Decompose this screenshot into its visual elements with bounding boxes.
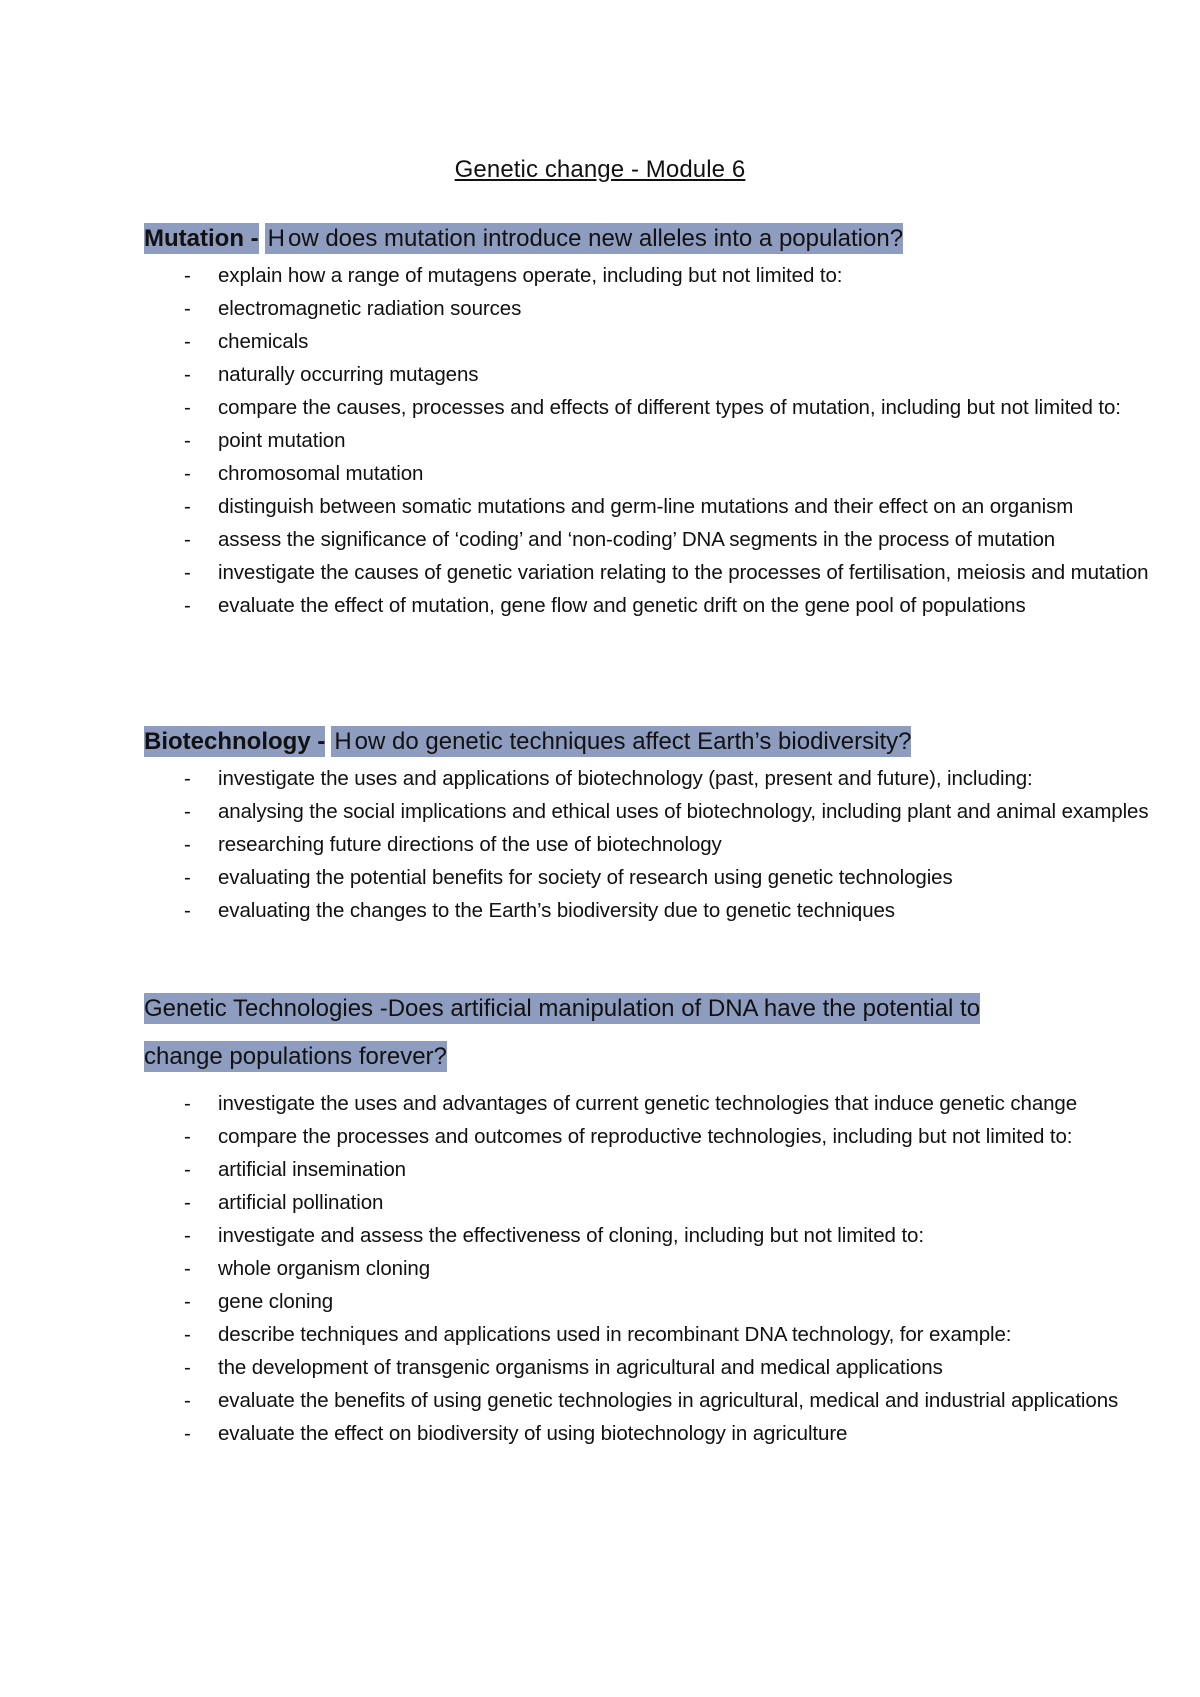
list-item: - compare the processes and outcomes of reproductive technologies, including but not limited to: <box>144 1120 1180 1153</box>
list-item: - researching future directions of the use of biotechnology <box>144 828 1180 861</box>
list-item: - explain how a range of mutagens operate, including but not limited to: <box>144 259 1180 292</box>
list-item: - investigate the uses and advantages of current genetic technologies that induce genetic change <box>144 1087 1180 1120</box>
section-question-continued: change populations forever? <box>144 1043 447 1070</box>
section-question: ow does mutation introduce new alleles into a population? <box>287 225 904 252</box>
list-item: - evaluating the changes to the Earth’s biodiversity due to genetic techniques <box>144 894 1180 927</box>
list-item: - artificial pollination <box>144 1186 1180 1219</box>
section-mutation <box>144 222 1180 622</box>
page-title: Genetic change - Module 6 <box>454 156 746 183</box>
list-item: - assess the significance of ‘coding’ and ‘non-coding’ DNA segments in the process of mutation <box>144 523 1180 556</box>
list-item: - evaluating the potential benefits for society of research using genetic technologies <box>144 861 1180 894</box>
section-heading <box>144 222 1180 256</box>
list-item: - distinguish between somatic mutations and germ-line mutations and their effect on an organism <box>144 490 1180 523</box>
list-item: - whole organism cloning <box>144 1252 1180 1285</box>
list-item: - chemicals <box>144 325 1180 358</box>
list-item: - evaluate the effect on biodiversity of using biotechnology in agriculture <box>144 1417 1180 1450</box>
section-question-initial: H <box>265 223 288 254</box>
outcome-list <box>144 259 1180 622</box>
section-question-initial: H <box>331 726 354 757</box>
section-heading <box>144 725 1180 759</box>
section-question: ow do genetic techniques affect Earth’s biodiversity? <box>354 728 912 755</box>
section-biotechnology <box>144 725 1180 927</box>
list-item: - investigate the causes of genetic variation relating to the processes of fertilisation, meiosis and mutation <box>144 556 1180 589</box>
list-item: - naturally occurring mutagens <box>144 358 1180 391</box>
list-item: - point mutation <box>144 424 1180 457</box>
outcome-list <box>144 1087 1180 1450</box>
list-item: - compare the causes, processes and effects of different types of mutation, including but not limited to: <box>144 391 1180 424</box>
list-item: - the development of transgenic organisms in agricultural and medical applications <box>144 1351 1180 1384</box>
list-item: - investigate and assess the effectiveness of cloning, including but not limited to: <box>144 1219 1180 1252</box>
outcome-list <box>144 762 1180 927</box>
list-item: - evaluate the benefits of using genetic technologies in agricultural, medical and industrial applications <box>144 1384 1180 1417</box>
list-item: - gene cloning <box>144 1285 1180 1318</box>
section-question: oes artificial manipulation of DNA have the potential to <box>405 995 981 1022</box>
list-item: - analysing the social implications and ethical uses of biotechnology, including plant and animal examples <box>144 795 1180 828</box>
section-genetic-technologies <box>144 985 1180 1450</box>
list-item: - evaluate the effect of mutation, gene flow and genetic drift on the gene pool of populations <box>144 589 1180 622</box>
list-item: - investigate the uses and applications of biotechnology (past, present and future), including: <box>144 762 1180 795</box>
list-item: - chromosomal mutation <box>144 457 1180 490</box>
section-keyword: Mutation - <box>144 225 259 252</box>
section-keyword: Genetic Technologies - <box>144 995 388 1022</box>
list-item: - electromagnetic radiation sources <box>144 292 1180 325</box>
section-keyword: Biotechnology - <box>144 728 326 755</box>
list-item: - describe techniques and applications used in recombinant DNA technology, for example: <box>144 1318 1180 1351</box>
section-heading <box>144 985 1180 1081</box>
list-item: - artificial insemination <box>144 1153 1180 1186</box>
section-question-initial: D <box>387 995 406 1022</box>
